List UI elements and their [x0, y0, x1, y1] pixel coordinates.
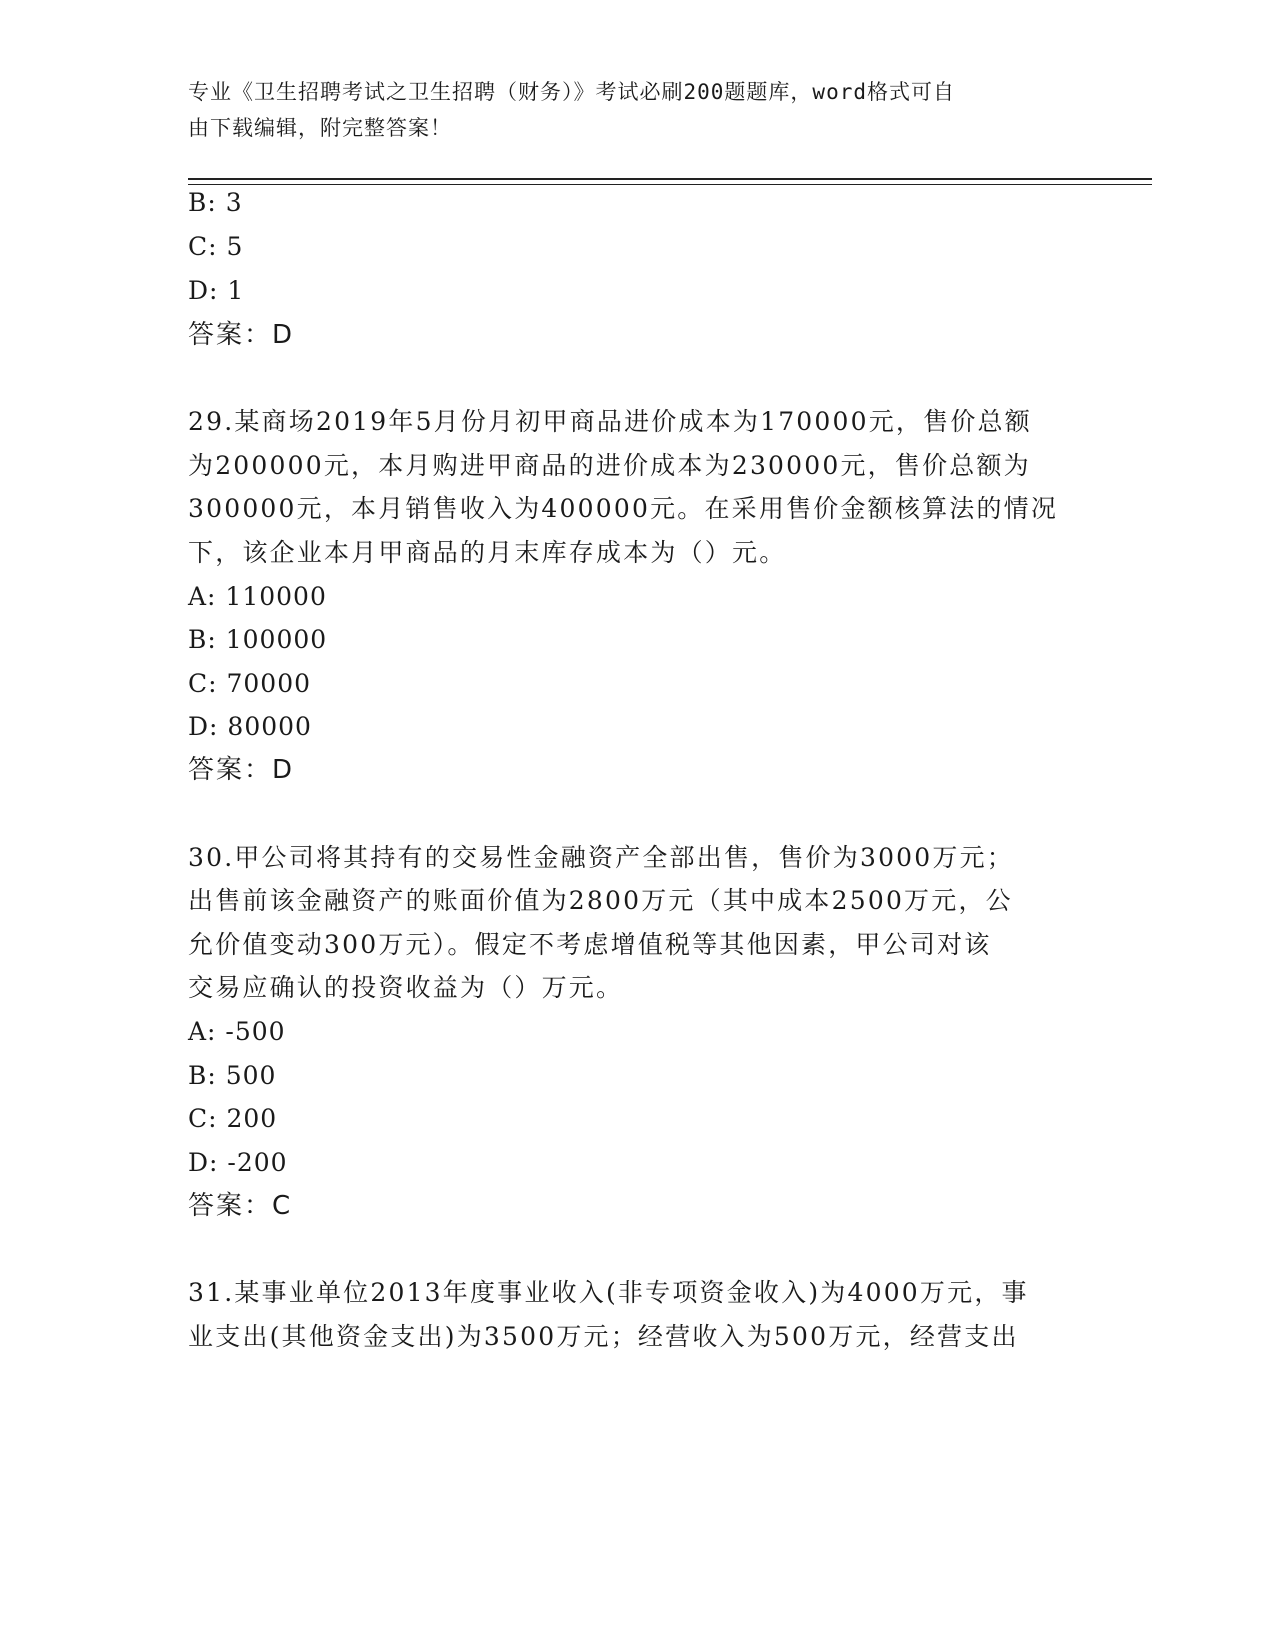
option-b: B: 500 [188, 1061, 277, 1090]
question-text: 为200000元，本月购进甲商品的进价成本为230000元，售价总额为 [188, 451, 1031, 480]
option-d: D: -200 [188, 1148, 288, 1177]
question-text: 交易应确认的投资收益为（）万元。 [188, 973, 624, 1002]
answer: 答案：D [188, 755, 295, 785]
option-a: A: -500 [188, 1017, 286, 1046]
answer: 答案：D [188, 320, 295, 350]
option-d: D: 1 [188, 276, 245, 305]
option-c: C: 200 [188, 1104, 278, 1133]
answer: 答案：C [188, 1191, 293, 1221]
option-b: B: 100000 [188, 625, 328, 654]
document-header [188, 74, 1068, 146]
question-text: 业支出(其他资金支出)为3500万元；经营收入为500万元，经营支出 [188, 1322, 1019, 1351]
question-text: 300000元，本月销售收入为400000元。在采用售价金额核算法的情况 [188, 494, 1059, 523]
header-line: 专业《卫生招聘考试之卫生招聘（财务）》考试必刷200题题库，word格式可自 [188, 80, 955, 104]
header-divider [188, 178, 1152, 180]
header-divider-thin [188, 184, 1152, 185]
option-d: D: 80000 [188, 712, 312, 741]
option-a: A: 110000 [188, 582, 327, 611]
question-text: 出售前该金融资产的账面价值为2800万元（其中成本2500万元，公 [188, 886, 1013, 915]
question-text: 允价值变动300万元）。假定不考虑增值税等其他因素，甲公司对该 [188, 930, 992, 959]
question-text: 下，该企业本月甲商品的月末库存成本为（）元。 [188, 538, 787, 567]
option-b: B: 3 [188, 188, 243, 217]
question-text: 31.某事业单位2013年度事业收入(非专项资金收入)为4000万元，事 [188, 1278, 1029, 1307]
question-text: 30.甲公司将其持有的交易性金融资产全部出售，售价为3000万元； [188, 843, 1014, 872]
option-c: C: 5 [188, 232, 244, 261]
header-line: 由下载编辑，附完整答案！ [188, 116, 452, 140]
option-c: C: 70000 [188, 669, 312, 698]
question-text: 29.某商场2019年5月份月初甲商品进价成本为170000元，售价总额 [188, 407, 1032, 436]
